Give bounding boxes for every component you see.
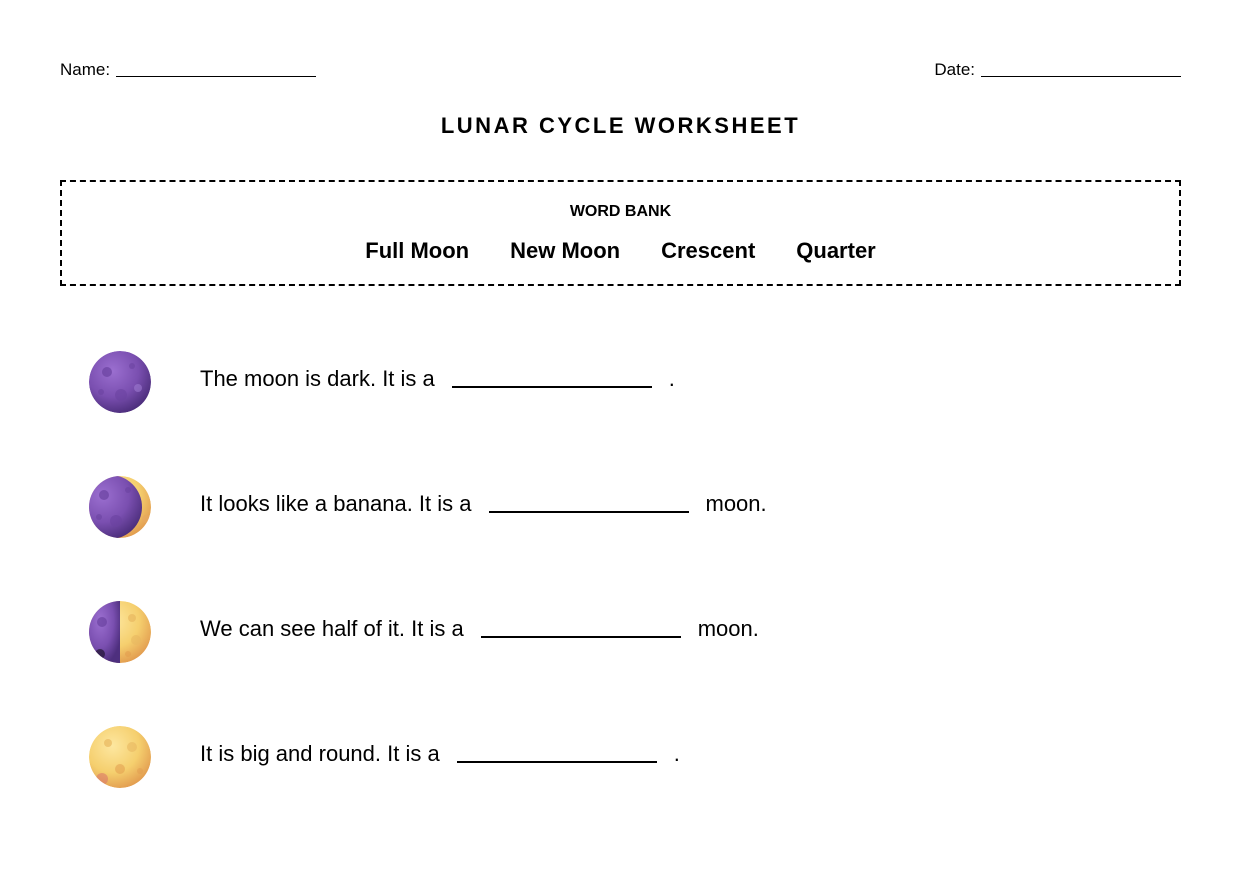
question-3-suffix: moon. bbox=[697, 616, 759, 641]
new-moon-icon bbox=[88, 350, 152, 414]
date-label: Date: bbox=[934, 60, 975, 79]
question-4-sentence bbox=[200, 739, 680, 769]
question-2-text: It looks like a banana. It is a bbox=[200, 491, 472, 516]
word-full-moon: Full Moon bbox=[365, 238, 470, 263]
question-4 bbox=[88, 725, 1088, 789]
date-line bbox=[981, 76, 1181, 77]
word-new-moon: New Moon bbox=[510, 238, 621, 263]
date-field[interactable] bbox=[934, 58, 1181, 82]
word-crescent: Crescent bbox=[661, 238, 756, 263]
question-1-text: The moon is dark. It is a bbox=[200, 366, 435, 391]
name-label: Name: bbox=[60, 60, 111, 79]
question-3-blank[interactable] bbox=[481, 636, 681, 638]
question-1-blank[interactable] bbox=[452, 386, 652, 388]
word-bank-words bbox=[62, 236, 1179, 266]
word-bank-title: WORD BANK bbox=[569, 203, 672, 220]
crescent-moon-icon bbox=[88, 475, 152, 539]
question-1-sentence bbox=[200, 364, 675, 394]
name-line bbox=[116, 76, 316, 77]
header-row bbox=[60, 58, 1181, 82]
question-3-text: We can see half of it. It is a bbox=[200, 616, 464, 641]
question-1-suffix: . bbox=[668, 366, 675, 391]
question-4-text: It is big and round. It is a bbox=[200, 741, 440, 766]
question-2-sentence bbox=[200, 489, 767, 519]
question-3 bbox=[88, 600, 1088, 664]
question-2-blank[interactable] bbox=[489, 511, 689, 513]
name-field[interactable] bbox=[60, 58, 316, 82]
page-title: LUNAR CYCLE WORKSHEET bbox=[440, 113, 801, 138]
question-4-blank[interactable] bbox=[457, 761, 657, 763]
question-2 bbox=[88, 475, 1088, 539]
word-bank bbox=[60, 180, 1181, 286]
question-2-suffix: moon. bbox=[705, 491, 767, 516]
question-4-suffix: . bbox=[673, 741, 680, 766]
question-3-sentence bbox=[200, 614, 759, 644]
full-moon-icon bbox=[88, 725, 152, 789]
question-1 bbox=[88, 350, 1088, 414]
word-quarter: Quarter bbox=[796, 238, 876, 263]
quarter-moon-icon bbox=[88, 600, 152, 664]
